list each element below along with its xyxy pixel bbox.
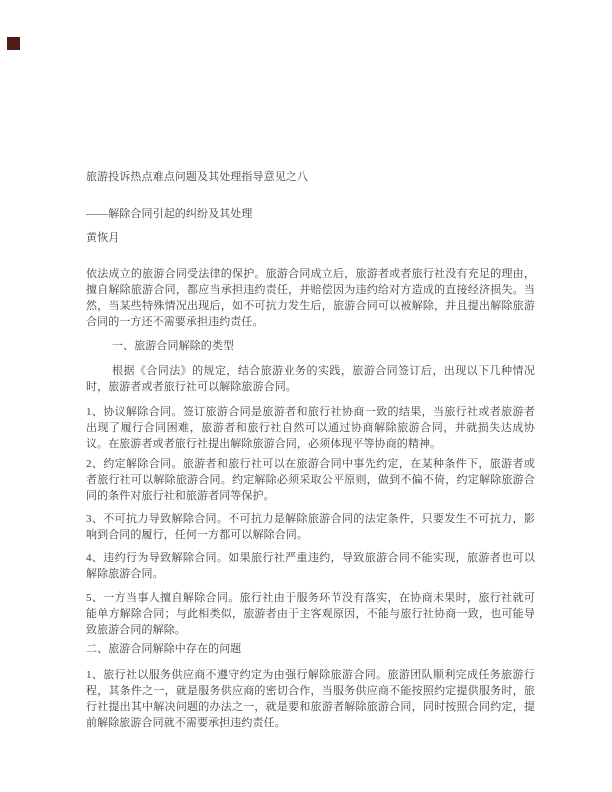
doc-paragraph: 2、约定解除合同。旅游者和旅行社可以在旅游合同中事先约定，在某种条件下，旅游者或者旅行社可以解除旅游合同。约定解除必须采取公平原则，做到不偏不倚，约定解除旅游合同的条件对旅行社和旅游者同等保护。: [86, 458, 535, 502]
doc-paragraph: 5、一方当事人擅自解除合同。旅行社由于服务环节没有落实，在协商未果时，旅行社就可能单方解除合同；与此相类似，旅游者由于主客观原因，不能与旅行社协商一致，也可能导致旅游合同的解除。: [86, 592, 535, 636]
doc-paragraph-intro: 依法成立的旅游合同受法律的保护。旅游合同成立后，旅游者或者旅行社没有充足的理由，擅自解除旅游合同，都应当承担违约责任，并赔偿因为违约给对方造成的直接经济损失。当然，当某些特殊情况出现后，如不可抗力发生后，旅游合同可以被解除，并且提出解除旅游合同的一方还不需要承担违约责任。: [86, 268, 535, 328]
corner-marker: [7, 37, 20, 50]
section-1-heading: 一、旅游合同解除的类型: [112, 340, 235, 352]
document-content: [86, 169, 535, 731]
doc-title: 旅游投诉热点难点问题及其处理指导意见之八: [86, 171, 308, 183]
doc-subtitle: ——解除合同引起的纠纷及其处理: [86, 208, 253, 220]
doc-paragraph: 根据《合同法》的规定，结合旅游业务的实践，旅游合同签订后，出现以下几种情况时，旅游者或者旅行社可以解除旅游合同。: [86, 365, 535, 393]
doc-paragraph: 1、旅行社以服务供应商不遵守约定为由强行解除旅游合同。旅游团队顺利完成任务旅游行程，其条件之一，就是服务供应商的密切合作，当服务供应商不能按照约定提供服务时，旅行社提出其中解决问题的办法之一，就是要和旅游者解除旅游合同，同时按照合同约定，提前解除旅游合同就不需要承担违约责任。: [86, 669, 535, 729]
doc-author: 黄恢月: [86, 232, 120, 244]
section-2-heading: 二、旅游合同解除中存在的问题: [86, 643, 242, 655]
doc-paragraph: 4、违约行为导致解除合同。如果旅行社严重违约，导致旅游合同不能实现，旅游者也可以解除旅游合同。: [86, 552, 535, 580]
doc-paragraph: 1、协议解除合同。签订旅游合同是旅游者和旅行社协商一致的结果，当旅行社或者旅游者出现了履行合同困难，旅游者和旅行社自然可以通过协商解除旅游合同，并就损失达成协议。在旅游者或者旅行社提出解除旅游合同，必须体现平等协商的精神。: [86, 406, 535, 450]
doc-paragraph: 3、不可抗力导致解除合同。不可抗力是解除旅游合同的法定条件，只要发生不可抗力，影响到合同的履行，任何一方都可以解除合同。: [86, 513, 535, 541]
